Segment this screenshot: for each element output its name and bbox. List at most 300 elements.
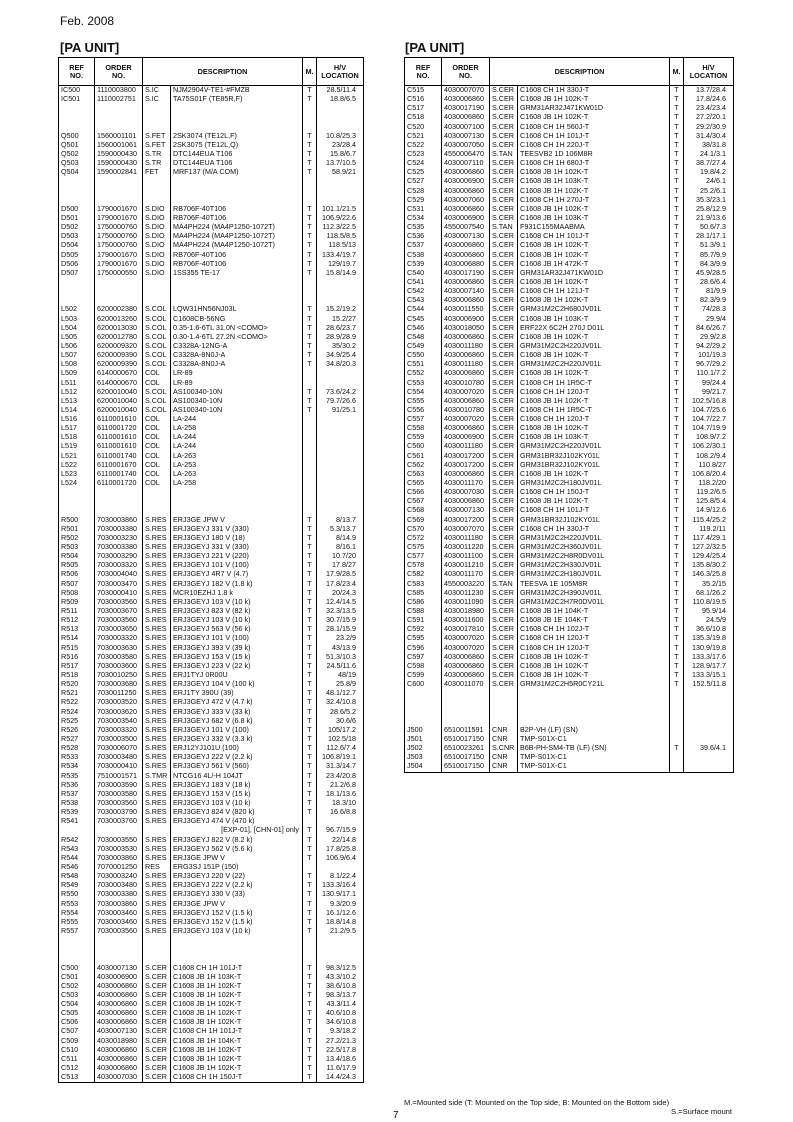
description-cell: C1608 JB 1E 104K-T [518,616,670,625]
order-no-cell: 4030011550 [442,305,490,314]
hv-location-cell: 24.5/11.6 [317,662,364,671]
description-cell: ERJ3GEYJ 474 V (470 k) [171,817,303,826]
description-cell: C1608 JB 1H 102K-T [518,662,670,671]
order-no-cell: 4030006860 [95,982,143,991]
ref-no-cell: C568 [405,506,442,515]
description-cell: LA-263 [171,452,303,461]
ref-no-cell: R508 [59,589,95,598]
description-cell: C1608 JB 1H 102K-T [518,653,670,662]
description-cell [171,954,303,963]
hv-location-cell: 125.8/5.4 [684,497,734,506]
order-no-cell: 6510011591 [442,726,490,735]
table-row [59,772,364,781]
type-cell [143,488,171,497]
type-cell: S.COL [143,360,171,369]
table-row [59,982,364,991]
mounted-side-cell: T [670,424,684,433]
table-row [59,305,364,314]
hv-location-cell: 14.9/12.6 [684,506,734,515]
mounted-side-cell: T [670,232,684,241]
order-no-cell: 7030003460 [95,909,143,918]
ref-no-cell [405,689,442,698]
ref-no-cell: L519 [59,442,95,451]
hv-location-cell: 45.9/28.5 [684,269,734,278]
type-cell: S.CER [490,269,518,278]
type-cell: S.RES [143,909,171,918]
hv-location-cell: 129/19.7 [317,260,364,269]
table-row [59,552,364,561]
ref-no-cell: R554 [59,909,95,918]
type-cell [143,196,171,205]
order-no-cell: 6200012780 [95,333,143,342]
ref-no-cell: C504 [59,1000,95,1009]
mounted-side-cell: T [303,808,317,817]
type-cell: S.CER [490,433,518,442]
hv-location-cell: 10.8/25.3 [317,132,364,141]
order-no-cell: 4030006860 [95,1000,143,1009]
parts-table-right [404,57,734,773]
mounted-side-cell: T [303,1055,317,1064]
mounted-side-cell: T [670,680,684,689]
table-row [405,333,734,342]
ref-no-cell: C569 [405,516,442,525]
mounted-side-cell: T [303,698,317,707]
ref-no-cell: C503 [59,991,95,1000]
ref-no-cell: R517 [59,662,95,671]
order-no-cell: 7030003590 [95,781,143,790]
type-cell: S.CER [490,296,518,305]
type-cell [143,177,171,186]
hv-location-cell [684,689,734,698]
ref-no-cell [405,717,442,726]
table-row [405,461,734,470]
type-cell: S.CER [490,397,518,406]
ref-no-cell: R509 [59,598,95,607]
type-cell [490,708,518,717]
description-cell: 2SK3074 (TE12L,F) [171,132,303,141]
ref-no-cell: C520 [405,123,442,132]
ref-no-cell: C597 [405,653,442,662]
type-cell: S.RES [143,881,171,890]
order-no-cell: 6140000670 [95,369,143,378]
order-no-cell: 7030003560 [95,927,143,936]
description-cell: GRM31M2C2H360JV01L [518,543,670,552]
table-header-row [59,58,364,86]
mounted-side-cell: T [670,479,684,488]
description-cell: MA4PH224 (MA4P1250-1072T) [171,223,303,232]
hv-location-cell [317,123,364,132]
ref-no-cell [405,708,442,717]
mounted-side-cell: T [670,113,684,122]
table-row [59,177,364,186]
hv-location-cell: 27.2/21.3 [317,1037,364,1046]
hv-location-cell: 98.3/12.5 [317,964,364,973]
ref-no-cell: C512 [59,1064,95,1073]
table-row [405,671,734,680]
table-row [59,251,364,260]
hv-location-cell: 82.3/9.9 [684,296,734,305]
mounted-side-cell: T [670,369,684,378]
type-cell: S.CER [490,104,518,113]
order-no-cell: 4030006860 [442,296,490,305]
ref-no-cell: C539 [405,260,442,269]
type-cell: S.TR [143,159,171,168]
mounted-side-cell: T [303,516,317,525]
type-cell: S.CER [490,205,518,214]
mounted-side-cell: T [303,607,317,616]
hv-location-cell [317,954,364,963]
mounted-side-cell: T [303,799,317,808]
type-cell: S.CER [490,662,518,671]
description-cell: C1608 JB 1H 102K-T [518,397,670,406]
description-cell: GRM31M2C2H680JV01L [518,305,670,314]
hv-location-cell [317,442,364,451]
hv-location-cell: 112.6/7.4 [317,744,364,753]
mounted-side-cell: T [670,525,684,534]
order-no-cell: 7030006070 [95,744,143,753]
table-row [59,470,364,479]
table-row [405,488,734,497]
order-no-cell: 4030006860 [442,497,490,506]
hv-location-cell: 17.8/23.4 [317,580,364,589]
mounted-side-cell [303,177,317,186]
mounted-side-cell: T [670,662,684,671]
description-cell: F931C155MAABMA [518,223,670,232]
type-cell: S.RES [143,781,171,790]
hv-location-cell: 8/13.7 [317,516,364,525]
ref-no-cell: C507 [59,1027,95,1036]
description-cell: C1608 JB 1H 102K-T [518,351,670,360]
table-row [405,360,734,369]
type-cell: S.CER [490,570,518,579]
order-no-cell: 7030003470 [95,580,143,589]
hv-location-cell [317,287,364,296]
mounted-side-cell: T [303,918,317,927]
hv-location-cell: 17.8/25.8 [317,845,364,854]
table-row [405,708,734,717]
hv-location-cell: 18.3/10 [317,799,364,808]
type-cell: S.CER [490,589,518,598]
ref-no-cell: C510 [59,1046,95,1055]
ref-no-cell: C546 [405,324,442,333]
order-no-cell: 4030006860 [442,397,490,406]
table-row [59,379,364,388]
table-row [59,1046,364,1055]
ref-no-cell: C524 [405,159,442,168]
mounted-side-cell: T [670,634,684,643]
description-cell [171,123,303,132]
hv-location-cell: 129.4/25.4 [684,552,734,561]
order-no-cell: 6200013030 [95,324,143,333]
description-cell: C3328A-12NG-A [171,342,303,351]
hv-location-cell: 118.5/8.5 [317,232,364,241]
order-no-cell: 1750000760 [95,241,143,250]
ref-no-cell: C575 [405,543,442,552]
table-row [405,653,734,662]
ref-no-cell: C551 [405,360,442,369]
hv-location-cell: 21.2/9.5 [317,927,364,936]
type-cell: S.RES [143,735,171,744]
ref-no-cell: C523 [405,150,442,159]
description-cell: NJM2904V-TE1-#FMZB [171,86,303,96]
ref-no-cell: C599 [405,671,442,680]
hv-location-cell: 35/30.2 [317,342,364,351]
table-row [59,817,364,826]
table-row [59,433,364,442]
table-row [59,324,364,333]
order-no-cell [95,497,143,506]
ref-no-cell: J500 [405,726,442,735]
ref-no-cell: J504 [405,762,442,772]
order-no-cell: 4030006860 [442,470,490,479]
hv-location-cell [684,717,734,726]
type-cell: S.RES [143,753,171,762]
ref-no-cell: L517 [59,424,95,433]
ref-no-cell: L503 [59,315,95,324]
ref-no-cell: Q500 [59,132,95,141]
table-row [59,397,364,406]
mounted-side-cell: T [670,187,684,196]
description-cell: C1608 JB 1H 102K-T [171,1018,303,1027]
description-cell: TMP-S01X-C1 [518,753,670,762]
mounted-side-cell [303,470,317,479]
ref-no-cell: C522 [405,141,442,150]
hv-location-cell: 28.9/28.9 [317,333,364,342]
hv-location-cell: 99/24.4 [684,379,734,388]
type-cell: S.CER [143,1037,171,1046]
hv-location-cell: 106.8/19.1 [317,753,364,762]
mounted-side-note: M.=Mounted side (T: Mounted on the Top side, B: Mounted on the Bottom side) [404,1098,670,1107]
hv-location-cell [317,936,364,945]
mounted-side-cell: T [670,333,684,342]
type-cell: S.CER [490,534,518,543]
ref-no-cell: C518 [405,113,442,122]
mounted-side-cell: T [303,826,317,835]
type-cell: COL [143,461,171,470]
ref-no-cell: R533 [59,753,95,762]
mounted-side-cell: T [303,333,317,342]
ref-no-cell [59,196,95,205]
type-cell: S.CER [490,168,518,177]
ref-no-cell: R522 [59,698,95,707]
description-cell: LA-258 [171,424,303,433]
ref-no-cell: IC500 [59,86,95,96]
ref-no-cell: R512 [59,616,95,625]
mounted-side-cell: T [670,442,684,451]
type-cell: S.DIO [143,241,171,250]
hv-location-header: H/V LOCATION [317,58,364,86]
mounted-side-cell: T [303,644,317,653]
mounted-side-cell: T [670,241,684,250]
hv-location-cell: 23.2/9 [317,634,364,643]
type-cell: S.RES [143,561,171,570]
order-no-cell: 7030003320 [95,726,143,735]
mounted-side-cell: T [670,269,684,278]
description-cell: C1608 JB 1H 102K-T [171,982,303,991]
hv-location-cell [684,753,734,762]
table-row [405,342,734,351]
description-cell: ERJ3GEYJ 152 V (1.5 k) [171,918,303,927]
type-cell: S.COL [143,342,171,351]
ref-no-cell: C577 [405,552,442,561]
parts-table-left-body [59,86,364,1083]
ref-no-cell: C558 [405,424,442,433]
ref-no-cell: R507 [59,580,95,589]
ref-no-cell: R553 [59,900,95,909]
table-row [405,104,734,113]
order-no-cell: 7030003560 [95,799,143,808]
table-row [405,607,734,616]
table-row [59,123,364,132]
type-cell: S.CER [490,86,518,96]
left-section-title: [PA UNIT] [60,40,120,55]
mounted-side-cell: T [303,525,317,534]
type-cell: S.CER [490,214,518,223]
mounted-side-cell: T [670,196,684,205]
ref-no-cell: C527 [405,177,442,186]
order-no-cell: 7030003630 [95,644,143,653]
hv-location-cell: 10.7/20 [317,552,364,561]
ref-no-cell: R546 [59,863,95,872]
description-cell: C1608 JB 1H 104K-T [518,607,670,616]
hv-location-cell: 30.6/6 [317,717,364,726]
type-cell: S.IC [143,86,171,96]
hv-location-cell: 24.5/9 [684,616,734,625]
type-cell: S.COL [143,324,171,333]
description-cell: LR-89 [171,379,303,388]
ref-no-cell: R524 [59,708,95,717]
order-no-cell: 4030006860 [442,251,490,260]
ref-no-cell: C509 [59,1037,95,1046]
table-row [405,534,734,543]
hv-location-cell: 106.8/20.4 [684,470,734,479]
description-cell: DTC144EUA T106 [171,150,303,159]
order-no-cell: 4030018980 [442,607,490,616]
table-row [405,762,734,772]
table-row [405,260,734,269]
ref-no-cell [59,187,95,196]
type-cell: S.RES [143,900,171,909]
mounted-side-cell: T [303,324,317,333]
ref-no-cell: R500 [59,516,95,525]
table-row [405,223,734,232]
ref-no-cell: D507 [59,269,95,278]
ref-no-cell [59,177,95,186]
order-no-cell: 1790001670 [95,205,143,214]
ref-no-cell: R542 [59,836,95,845]
type-cell: S.TAN [490,150,518,159]
type-cell: S.CER [490,369,518,378]
description-cell [171,945,303,954]
type-cell: S.CER [490,442,518,451]
ref-no-cell: L522 [59,461,95,470]
hv-location-cell: 117.4/29.1 [684,534,734,543]
table-header-row [405,58,734,86]
type-cell: S.RES [143,836,171,845]
mounted-side-cell: T [670,452,684,461]
description-cell: C1608 JB 1H 102K-T [518,497,670,506]
order-no-header: ORDER NO. [95,58,143,86]
table-row [405,552,734,561]
table-row [59,141,364,150]
table-row [405,415,734,424]
hv-location-cell: 15.8/6.7 [317,150,364,159]
mounted-side-cell: T [303,1018,317,1027]
type-cell: S.RES [143,607,171,616]
hv-location-cell: 115.4/25.2 [684,516,734,525]
table-row [59,927,364,936]
description-cell: C1608 JB 1H 102K-T [518,205,670,214]
order-no-cell: 7030003380 [95,890,143,899]
mounted-side-cell [303,278,317,287]
description-cell: C1608 JB 1H 102K-T [518,424,670,433]
table-row [405,187,734,196]
table-row [59,479,364,488]
ref-no-cell: J502 [405,744,442,753]
hv-location-cell: 20/24.3 [317,589,364,598]
order-no-cell [95,177,143,186]
ref-no-cell: L504 [59,324,95,333]
mounted-side-cell: T [670,388,684,397]
mounted-side-cell [670,726,684,735]
table-row [59,315,364,324]
mounted-side-cell: T [303,753,317,762]
description-cell: DTC144EUA T106 [171,159,303,168]
ref-no-cell: C561 [405,452,442,461]
hv-location-cell: 51.3/10.3 [317,653,364,662]
description-cell: AS100340-10N [171,397,303,406]
mounted-side-cell: T [670,470,684,479]
order-no-cell: 6110001720 [95,424,143,433]
ref-no-cell: C559 [405,433,442,442]
hv-location-cell: 32.3/13.5 [317,607,364,616]
order-no-cell: 4030006860 [442,351,490,360]
hv-location-cell: 106.2/30.1 [684,442,734,451]
order-no-cell: 7070001250 [95,863,143,872]
ref-no-cell: C555 [405,397,442,406]
ref-no-cell: R516 [59,653,95,662]
order-no-cell: 6110001720 [95,479,143,488]
hv-location-cell: 108.9/7.2 [684,433,734,442]
order-no-cell: 4030006860 [95,1009,143,1018]
ref-no-cell: R514 [59,634,95,643]
type-cell: S.CER [490,406,518,415]
mounted-side-cell: T [303,1027,317,1036]
type-cell: S.RES [143,708,171,717]
hv-location-cell: 34.9/25.4 [317,351,364,360]
type-cell: CNR [490,726,518,735]
mounted-side-cell: T [670,205,684,214]
order-no-cell: 7030003580 [95,653,143,662]
description-cell [171,113,303,122]
table-row [405,726,734,735]
description-cell: ERJ3GEYJ 824 V (820 k) [171,808,303,817]
type-cell: S.RES [143,598,171,607]
ref-no-cell: R520 [59,680,95,689]
order-no-cell: 1790001670 [95,251,143,260]
hv-location-cell: 19.8/4.2 [684,168,734,177]
order-no-cell: 7030003790 [95,808,143,817]
type-cell: S.CER [143,1018,171,1027]
ref-no-cell: C572 [405,534,442,543]
table-row [59,1009,364,1018]
description-cell: ERJ3GEYJ 330 V (33) [171,890,303,899]
mounted-side-cell [303,369,317,378]
order-no-cell: 4030006900 [442,177,490,186]
type-cell: COL [143,379,171,388]
hv-location-cell: 101/19.3 [684,351,734,360]
table-row [59,214,364,223]
